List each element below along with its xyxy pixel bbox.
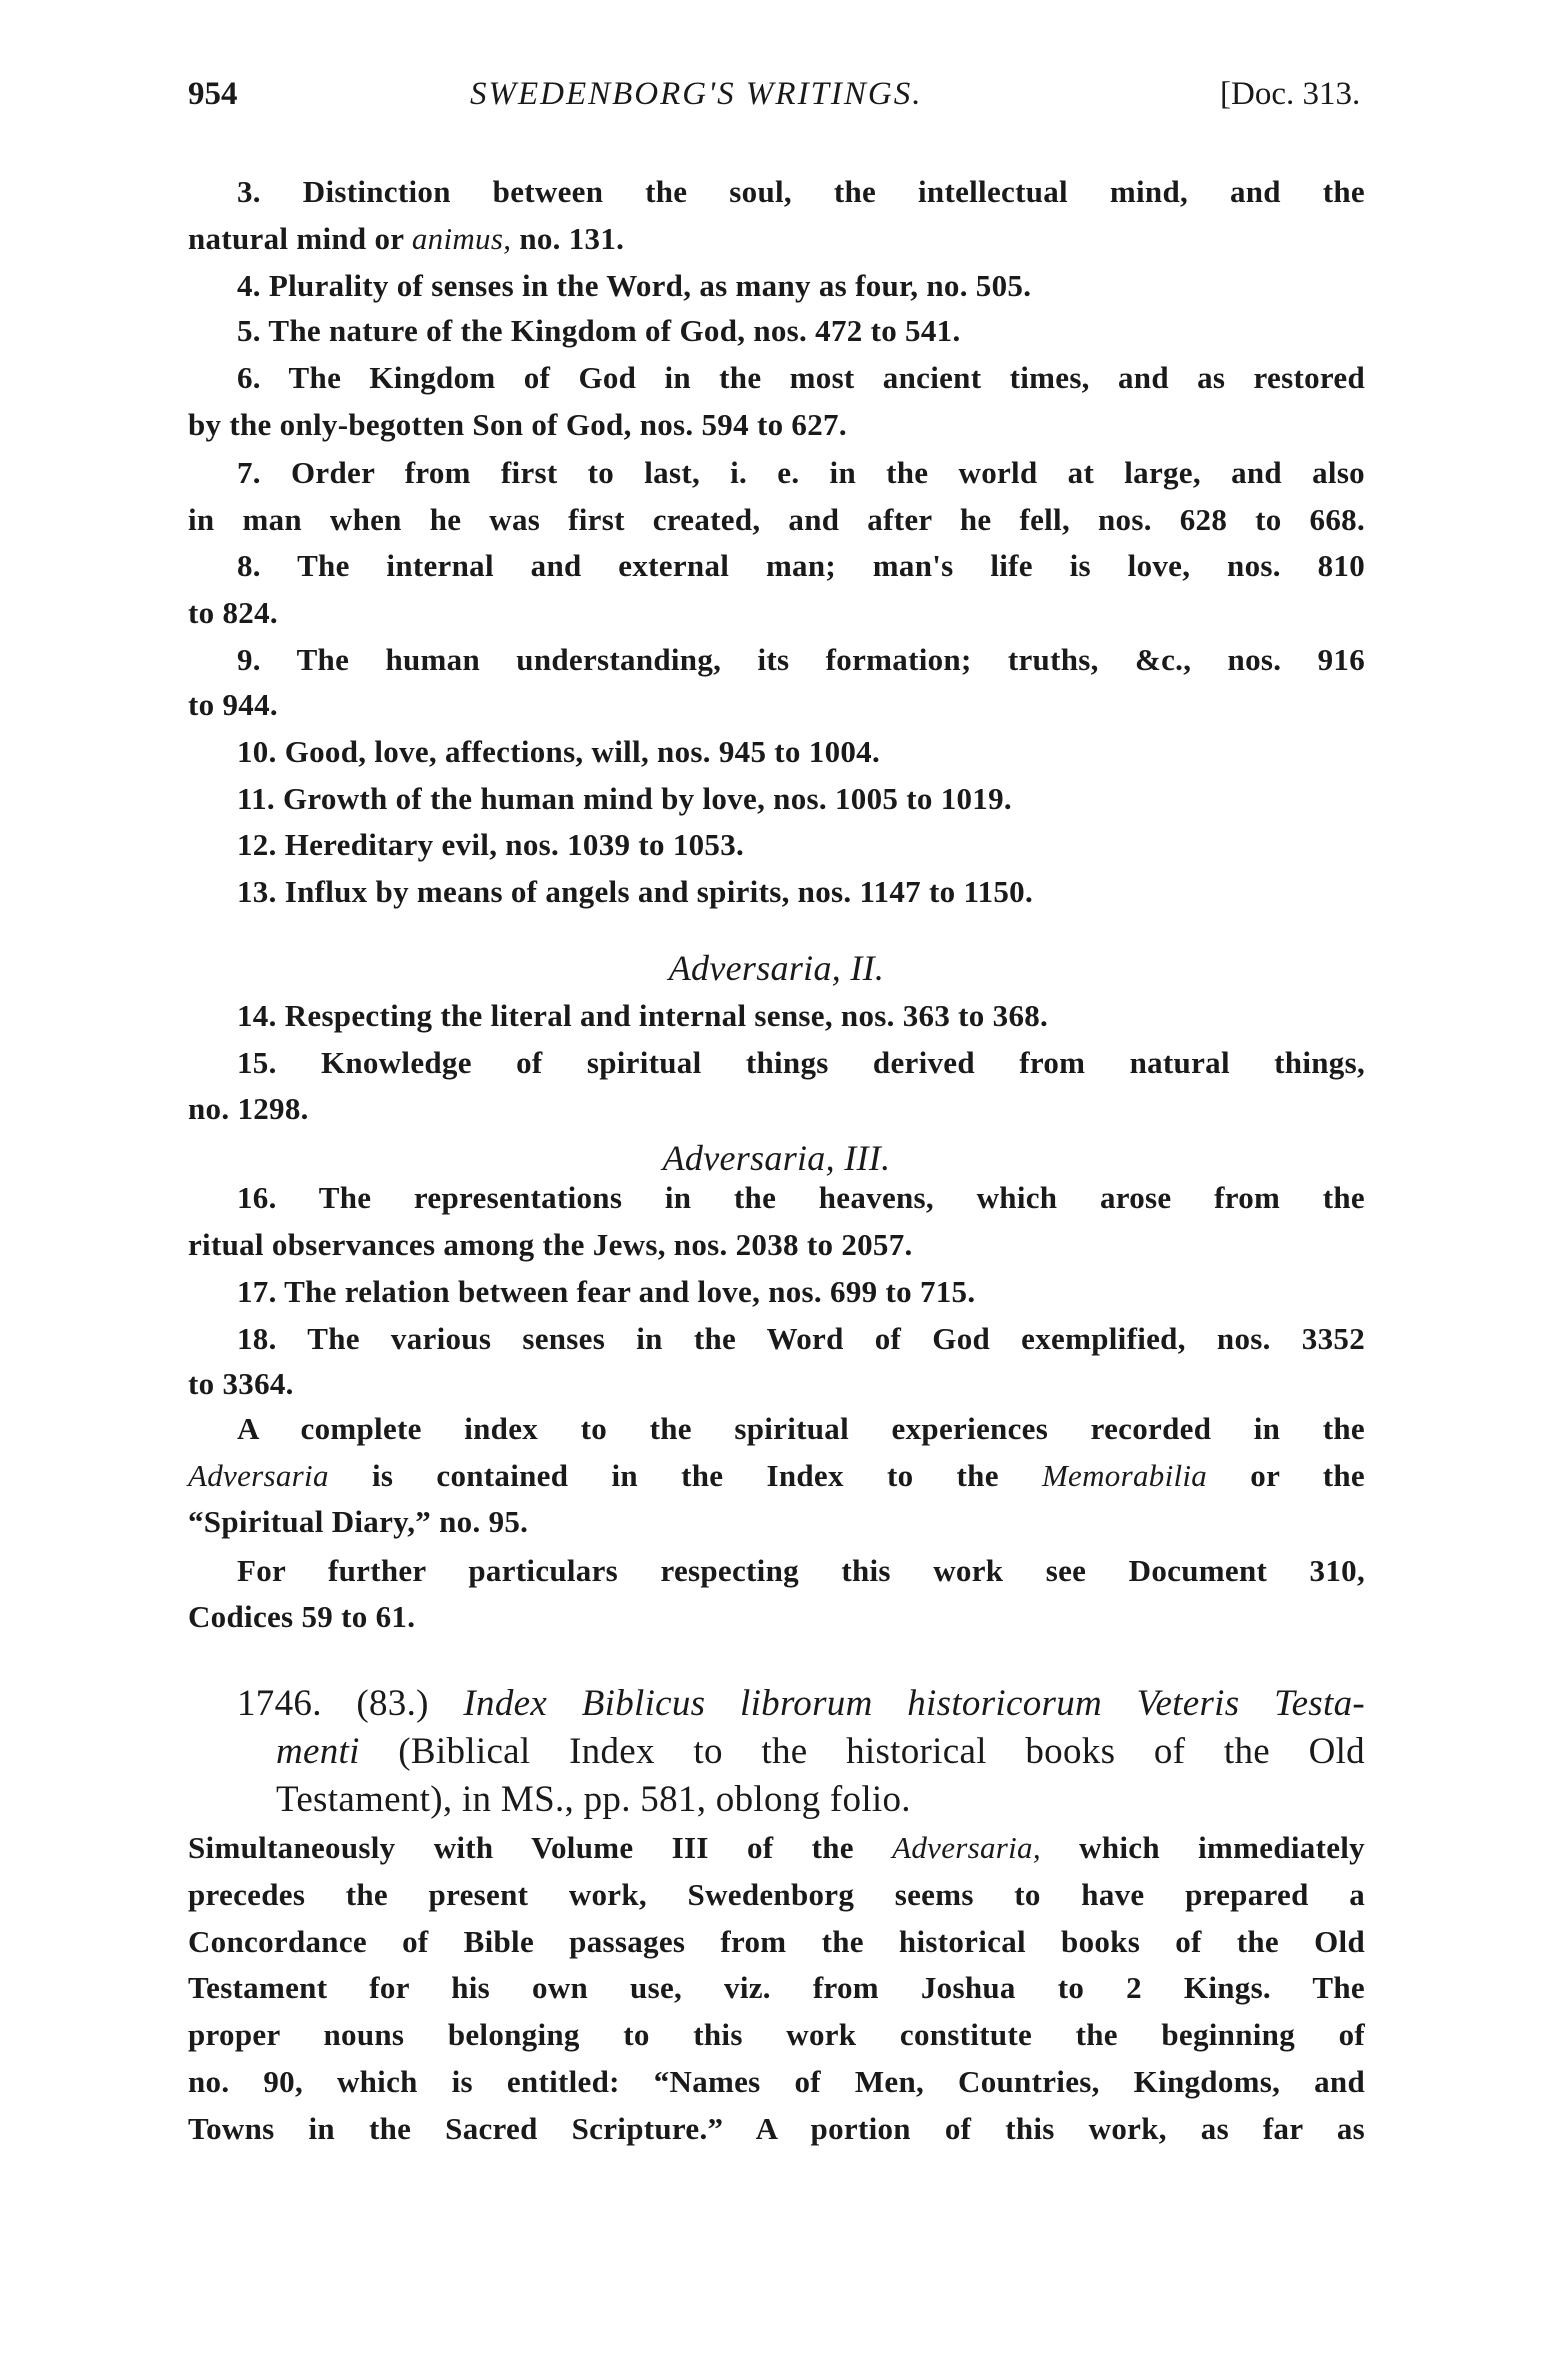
section-heading — [188, 947, 1365, 989]
text-segment: 4. Plurality of senses in the Word, as many as four, no. 505. — [237, 267, 1032, 303]
text-segment: Testament for his own use, viz. from Joshua to 2 Kings. The — [188, 1970, 1365, 2006]
text-line — [237, 1321, 1365, 1357]
text-line — [188, 1877, 1365, 1913]
text-segment: 13. Influx by means of angels and spirits, nos. 1147 to 1150. — [237, 874, 1034, 910]
text-line — [237, 455, 1365, 491]
italic-text: menti — [276, 1731, 360, 1773]
text-segment: Towns in the Sacred Scripture.” A portion of this work, as far as — [188, 2110, 1365, 2146]
text-segment: or the — [1207, 1457, 1365, 1493]
section-heading — [188, 1137, 1365, 1179]
text-segment: 5. The nature of the Kingdom of God, nos. 472 to 541. — [237, 313, 961, 349]
text-line — [188, 1227, 913, 1263]
text-line — [188, 687, 278, 723]
text-segment: 16. The representations in the heavens, which arose from the — [237, 1180, 1365, 1216]
text-segment: 15. Knowledge of spiritual things derived from natural things, — [237, 1044, 1365, 1080]
text-segment: Testament), in MS., pp. 581, oblong folio. — [276, 1779, 911, 1821]
italic-text: Index Biblicus librorum historicorum Veteris Testa- — [463, 1682, 1366, 1724]
text-line — [237, 874, 1033, 910]
text-line — [237, 313, 961, 349]
italic-text: Memorabilia — [1041, 1457, 1208, 1493]
text-segment: 3. Distinction between the soul, the intellectual mind, and the — [237, 174, 1365, 210]
italic-text: Adversaria — [188, 1457, 329, 1493]
text-segment: Codices 59 to 61. — [188, 1599, 416, 1635]
text-line — [188, 1366, 294, 1402]
text-line — [188, 221, 624, 257]
running-title: SWEDENBORG'S WRITINGS. — [470, 76, 923, 112]
document-reference: [Doc. 313. — [1220, 76, 1361, 112]
text-segment: 17. The relation between fear and love, nos. 699 to 715. — [237, 1273, 976, 1309]
text-line — [237, 998, 1048, 1034]
text-segment: no. 1298. — [188, 1091, 309, 1127]
page-number: 954 — [188, 76, 238, 112]
text-line — [237, 734, 880, 770]
text-segment: natural mind or — [188, 221, 412, 257]
text-segment: Simultaneously with Volume III of the — [188, 1830, 893, 1866]
text-segment: 6. The Kingdom of God in the most ancient times, and as restored — [237, 359, 1365, 395]
text-segment: 18. The various senses in the Word of God exemplified, nos. 3352 — [237, 1320, 1365, 1356]
text-segment: (Biblical Index to the historical books of the Old — [359, 1731, 1365, 1773]
text-segment: to 944. — [188, 687, 278, 723]
text-segment: to 824. — [188, 595, 278, 631]
text-segment: 12. Hereditary evil, nos. 1039 to 1053. — [237, 827, 745, 863]
text-segment: 14. Respecting the literal and internal sense, nos. 363 to 368. — [237, 997, 1049, 1033]
text-line — [237, 827, 744, 863]
text-segment: which immediately — [1040, 1830, 1365, 1866]
text-line — [237, 1553, 1365, 1589]
entry-heading-line — [276, 1730, 1365, 1773]
text-segment: Concordance of Bible passages from the historical books of the Old — [188, 1923, 1365, 1959]
text-line — [188, 1504, 528, 1540]
text-segment: no. 131. — [511, 221, 625, 257]
italic-text: Adversaria, — [892, 1830, 1041, 1866]
text-line — [188, 1458, 1365, 1494]
text-line — [188, 1091, 309, 1127]
text-line — [237, 1411, 1365, 1447]
text-segment: 11. Growth of the human mind by love, nos. 1005 to 1019. — [237, 780, 1012, 816]
text-segment: in man when he was first created, and after he fell, nos. 628 to 668. — [188, 501, 1365, 537]
entry-heading-line — [276, 1778, 911, 1821]
text-line — [188, 2064, 1365, 2100]
text-line — [237, 174, 1365, 210]
text-segment: Adversaria, II. — [668, 947, 885, 988]
text-segment: “Spiritual Diary,” no. 95. — [188, 1504, 529, 1540]
text-segment: 8. The internal and external man; man's life is love, nos. 810 — [237, 548, 1365, 584]
text-line — [237, 1045, 1365, 1081]
text-line — [237, 360, 1365, 396]
text-segment: ritual observances among the Jews, nos. 2038 to 2057. — [188, 1227, 913, 1262]
entry-heading-line — [237, 1682, 1365, 1725]
text-line — [237, 781, 1012, 817]
text-segment: 10. Good, love, affections, will, nos. 945 to 1004. — [237, 733, 881, 769]
text-segment: 7. Order from first to last, i. e. in the world at large, and also — [237, 454, 1365, 490]
text-line — [188, 595, 278, 631]
text-segment: For further particulars respecting this work see Document 310, — [237, 1552, 1365, 1588]
text-line — [188, 407, 847, 443]
text-line — [188, 2111, 1365, 2147]
text-line — [237, 1274, 975, 1310]
text-segment: by the only-begotten Son of God, nos. 594 to 627. — [188, 406, 847, 442]
text-line — [188, 502, 1365, 538]
italic-text: animus, — [411, 221, 512, 257]
text-segment: 9. The human understanding, its formation; truths, &c., nos. 916 — [237, 641, 1365, 677]
text-line — [237, 268, 1031, 304]
text-segment: is contained in the Index to the — [328, 1457, 1042, 1493]
text-segment: A complete index to the spiritual experiences recorded in the — [237, 1410, 1365, 1446]
text-segment: Adversaria, III. — [662, 1137, 891, 1178]
text-segment: no. 90, which is entitled: “Names of Men, Countries, Kingdoms, and — [188, 2063, 1365, 2099]
text-line — [188, 1924, 1365, 1960]
text-segment: proper nouns belonging to this work constitute the beginning of — [188, 2017, 1365, 2053]
text-line — [237, 1180, 1365, 1216]
text-line — [188, 1599, 415, 1635]
text-line — [188, 1830, 1365, 1866]
text-line — [188, 1970, 1365, 2006]
text-line — [237, 548, 1365, 584]
text-line — [237, 642, 1365, 678]
text-segment: to 3364. — [188, 1365, 294, 1401]
text-segment: precedes the present work, Swedenborg seems to have prepared a — [188, 1876, 1365, 1912]
text-line — [188, 2017, 1365, 2053]
text-segment: 1746. (83.) — [237, 1682, 464, 1724]
